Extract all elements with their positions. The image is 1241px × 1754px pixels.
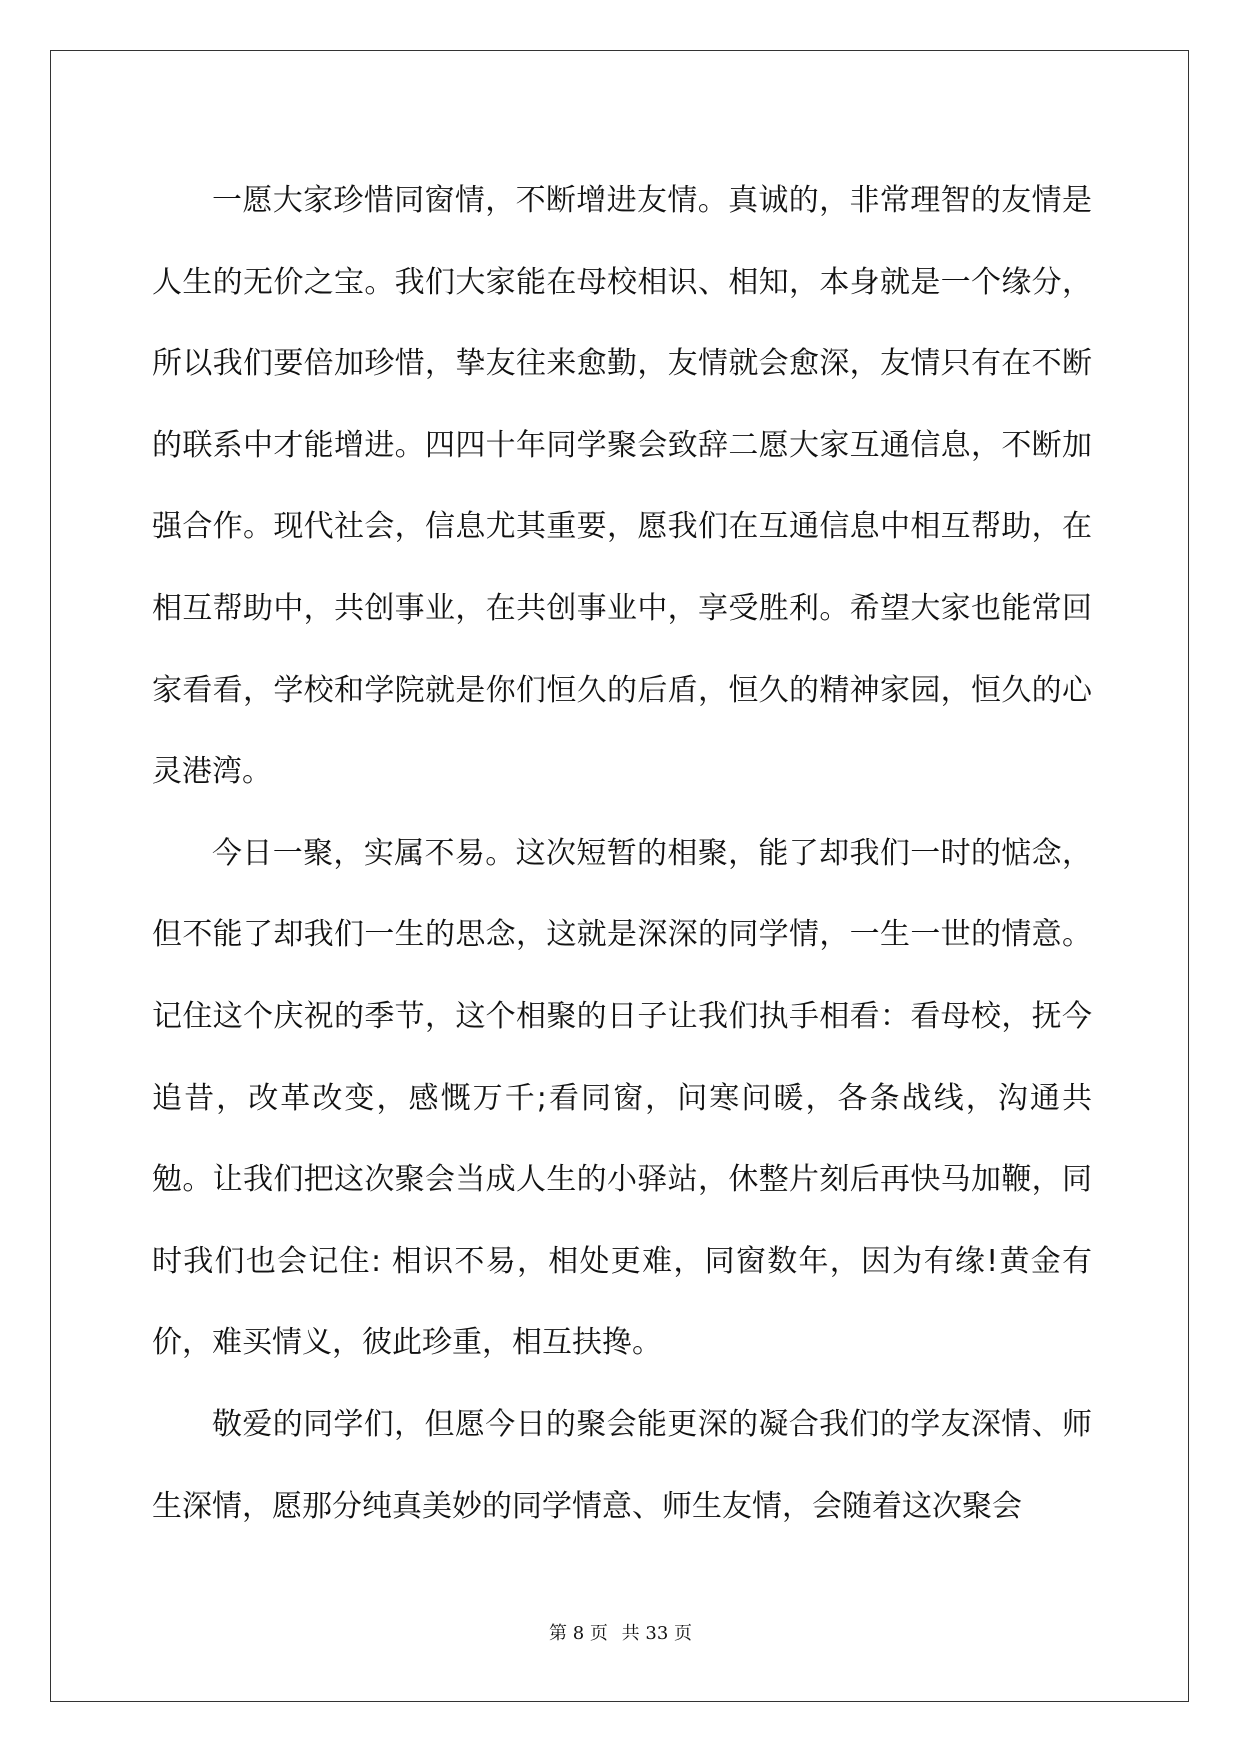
paragraph-1: 一愿大家珍惜同窗情，不断增进友情。真诚的，非常理智的友情是人生的无价之宝。我们大家能在母校相识、相知，本身就是一个缘分，所以我们要倍加珍惜，挚友往来愈勤，友情就会愈深，友情只有在不断的联系中才能增进。四四十年同学聚会致辞二愿大家互通信息，不断加强合作。现代社会，信息尤其重要，愿我们在互通信息中相互帮助，在相互帮助中，共创事业，在共创事业中，享受胜利。希望大家也能常回家看看，学校和学院就是你们恒久的后盾，恒久的精神家园，恒久的心灵港湾。 bbox=[152, 183, 1092, 790]
page-number: 第 8 页 bbox=[549, 1623, 608, 1644]
page-footer bbox=[0, 1619, 1241, 1645]
page-total: 共 33 页 bbox=[621, 1623, 692, 1644]
paragraph-3: 敬爱的同学们，但愿今日的聚会能更深的凝合我们的学友深情、师生深情，愿那分纯真美妙的同学情意、师生友情，会随着这次聚会 bbox=[152, 1406, 1092, 1524]
paragraph-2: 今日一聚，实属不易。这次短暂的相聚，能了却我们一时的惦念，但不能了却我们一生的思念，这就是深深的同学情，一生一世的情意。记住这个庆祝的季节，这个相聚的日子让我们执手相看：看母校，抚今追昔，改革改变，感慨万千;看同窗，问寒问暖，各条战线，沟通共勉。让我们把这次聚会当成人生的小驿站，休整片刻后再快马加鞭，同时我们也会记住: 相识不易，相处更难，同窗数年，因为有缘!黄金有价，难买情义，彼此珍重，相互扶搀。 bbox=[152, 835, 1092, 1361]
document-body bbox=[152, 160, 1092, 1547]
